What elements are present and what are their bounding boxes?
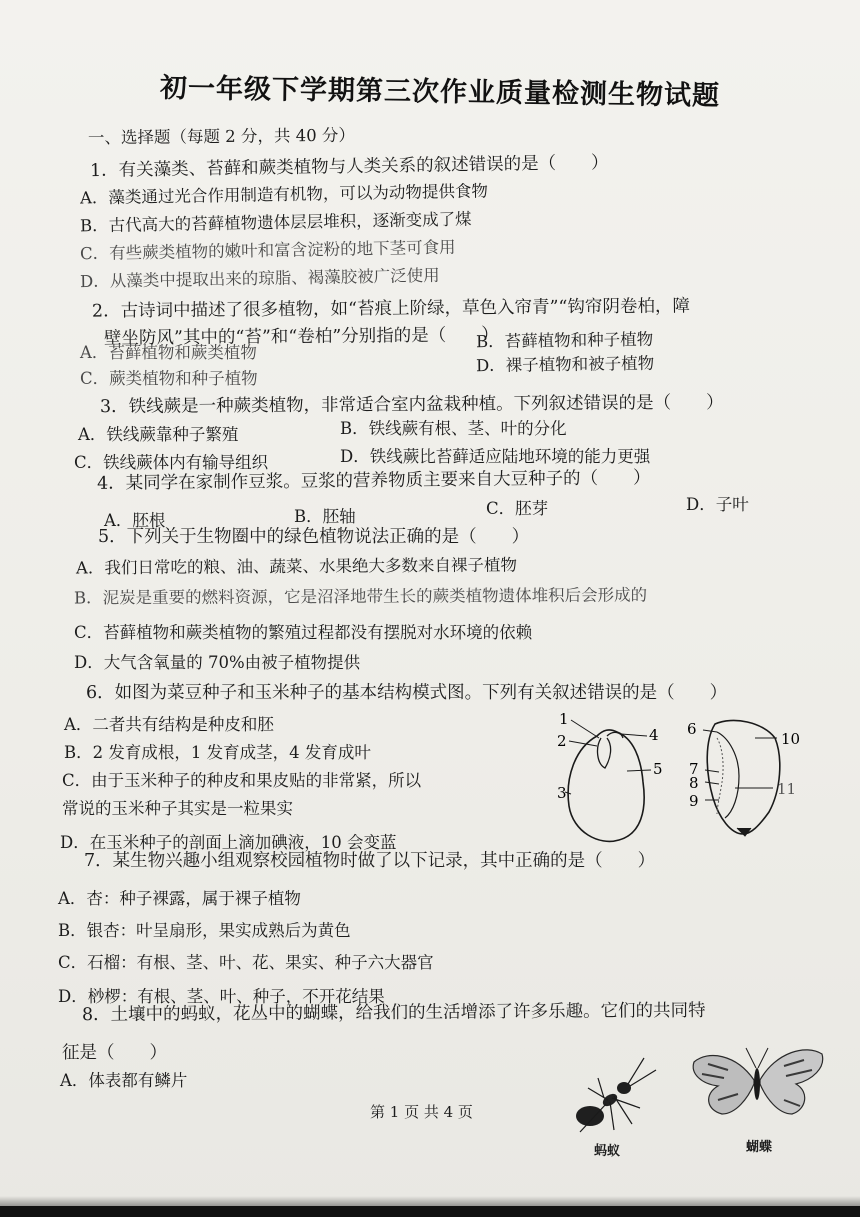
seed-structure-diagram [555, 708, 805, 848]
ant-picture [560, 1048, 670, 1138]
question-1-option-b: B．古代高大的苔藓植物遗体层层堆积，逐渐变成了煤 [79, 209, 472, 236]
question-3-option-d: D．铁线蕨比苔藓适应陆地环境的能力更强 [340, 447, 651, 466]
question-2-option-d: D．裸子植物和被子植物 [475, 353, 655, 376]
corn-label-10: 10 [781, 730, 801, 748]
corn-label-11: 11 [777, 780, 797, 798]
question-6-option-a: A．二者共有结构是种皮和胚 [64, 715, 274, 734]
question-7-option-c: C．石榴：有根、茎、叶、花、果实、种子六大器官 [58, 953, 434, 972]
question-6-stem: 6．如图为菜豆种子和玉米种子的基本结构模式图。下列有关叙述错误的是（ ） [86, 683, 728, 703]
butterfly-picture [688, 1040, 826, 1120]
section-heading: 一、选择题（每题 2 分，共 40 分） [87, 125, 356, 148]
question-6-option-c: C．由于玉米种子的种皮和果皮贴的非常紧，所以 [62, 771, 422, 790]
question-6-option-d: D．在玉米种子的剖面上滴加碘液，10 会变蓝 [60, 833, 397, 852]
question-2-stem: 2．古诗词中描述了很多植物，如“苔痕上阶绿，草色入帘青”“钩帘阴卷柏，障 [91, 296, 691, 322]
question-2-option-b: B．苔藓植物和种子植物 [475, 329, 654, 352]
question-4-option-c: C．胚芽 [486, 499, 549, 518]
question-3-option-b: B．铁线蕨有根、茎、叶的分化 [340, 419, 567, 438]
question-8-stem: 8．土壤中的蚂蚁，花丛中的蝴蝶，给我们的生活增添了许多乐趣。它们的共同特 [81, 1000, 706, 1026]
bean-label-3: 3 [557, 784, 567, 802]
question-8-stem-continued: 征是（ ） [62, 1043, 167, 1063]
question-2-option-c: C．蕨类植物和种子植物 [80, 369, 258, 388]
question-4-option-b: B．胚轴 [294, 507, 356, 526]
question-5-option-d: D．大气含氧量的 70%由被子植物提供 [74, 653, 361, 672]
question-3-option-a: A．铁线蕨靠种子繁殖 [78, 425, 239, 444]
corn-label-6: 6 [687, 720, 697, 738]
question-5-option-b: B．泥炭是重要的燃料资源，它是沼泽地带生长的蕨类植物遗体堆积后会形成的 [73, 585, 648, 608]
question-4-stem: 4．某同学在家制作豆浆。豆浆的营养物质主要来自大豆种子的（ ） [96, 468, 651, 494]
butterfly-caption: 蝴蝶 [746, 1140, 773, 1155]
question-7-stem: 7．某生物兴趣小组观察校园植物时做了以下记录，其中正确的是（ ） [84, 851, 656, 871]
question-2-stem-continued: 壁坐防风”其中的“苔”和“卷柏”分别指的是（ ） [103, 325, 499, 349]
corn-label-8: 8 [689, 774, 699, 792]
page-title: 初一年级下学期第三次作业质量检测生物试题 [159, 72, 721, 112]
question-5-option-a: A．我们日常吃的粮、油、蔬菜、水果绝大多数来自裸子植物 [75, 555, 517, 578]
question-1-option-a: A．藻类通过光合作用制造有机物，可以为动物提供食物 [79, 181, 489, 208]
question-7-option-b: B．银杏：叶呈扇形，果实成熟后为黄色 [58, 921, 351, 940]
question-6-option-c-continued: 常说的玉米种子其实是一粒果实 [62, 799, 293, 818]
bean-label-1: 1 [559, 710, 569, 728]
question-5-option-c: C．苔藓植物和蕨类植物的繁殖过程都没有摆脱对水环境的依赖 [74, 623, 533, 642]
scan-edge-bar [0, 1206, 860, 1217]
question-2-option-a: A．苔藓植物和蕨类植物 [80, 343, 257, 362]
bean-label-4: 4 [649, 726, 659, 744]
question-1-option-d: D．从藻类中提取出来的琼脂、褐藻胶被广泛使用 [79, 265, 440, 292]
question-1-option-c: C．有些蕨类植物的嫩叶和富含淀粉的地下茎可食用 [79, 237, 456, 264]
question-4-option-d: D．子叶 [686, 495, 749, 514]
bean-label-5: 5 [653, 760, 663, 778]
corn-label-9: 9 [689, 792, 699, 810]
question-3-option-c: C．铁线蕨体内有输导组织 [74, 453, 269, 472]
ant-caption: 蚂蚁 [594, 1144, 621, 1159]
question-7-option-a: A．杏：种子裸露，属于裸子植物 [58, 889, 301, 908]
question-8-option-a: A．体表都有鳞片 [60, 1071, 188, 1090]
page-number-footer: 第 1 页 共 4 页 [370, 1103, 473, 1121]
bean-label-2: 2 [557, 732, 567, 750]
question-3-stem: 3．铁线蕨是一种蕨类植物，非常适合室内盆栽种植。下列叙述错误的是（ ） [99, 392, 724, 418]
question-6-option-b: B．2 发育成根，1 发育成茎，4 发育成叶 [64, 743, 371, 762]
question-1-stem: 1．有关藻类、苔藓和蕨类植物与人类关系的叙述错误的是（ ） [89, 152, 609, 182]
corn-label-7: 7 [689, 760, 699, 778]
scan-shadow [0, 1196, 860, 1206]
question-7-option-d: D．桫椤：有根、茎、叶、种子，不开花结果 [58, 987, 385, 1006]
question-5-stem: 5．下列关于生物圈中的绿色植物说法正确的是（ ） [98, 527, 530, 547]
question-4-option-a: A．胚根 [104, 511, 166, 530]
